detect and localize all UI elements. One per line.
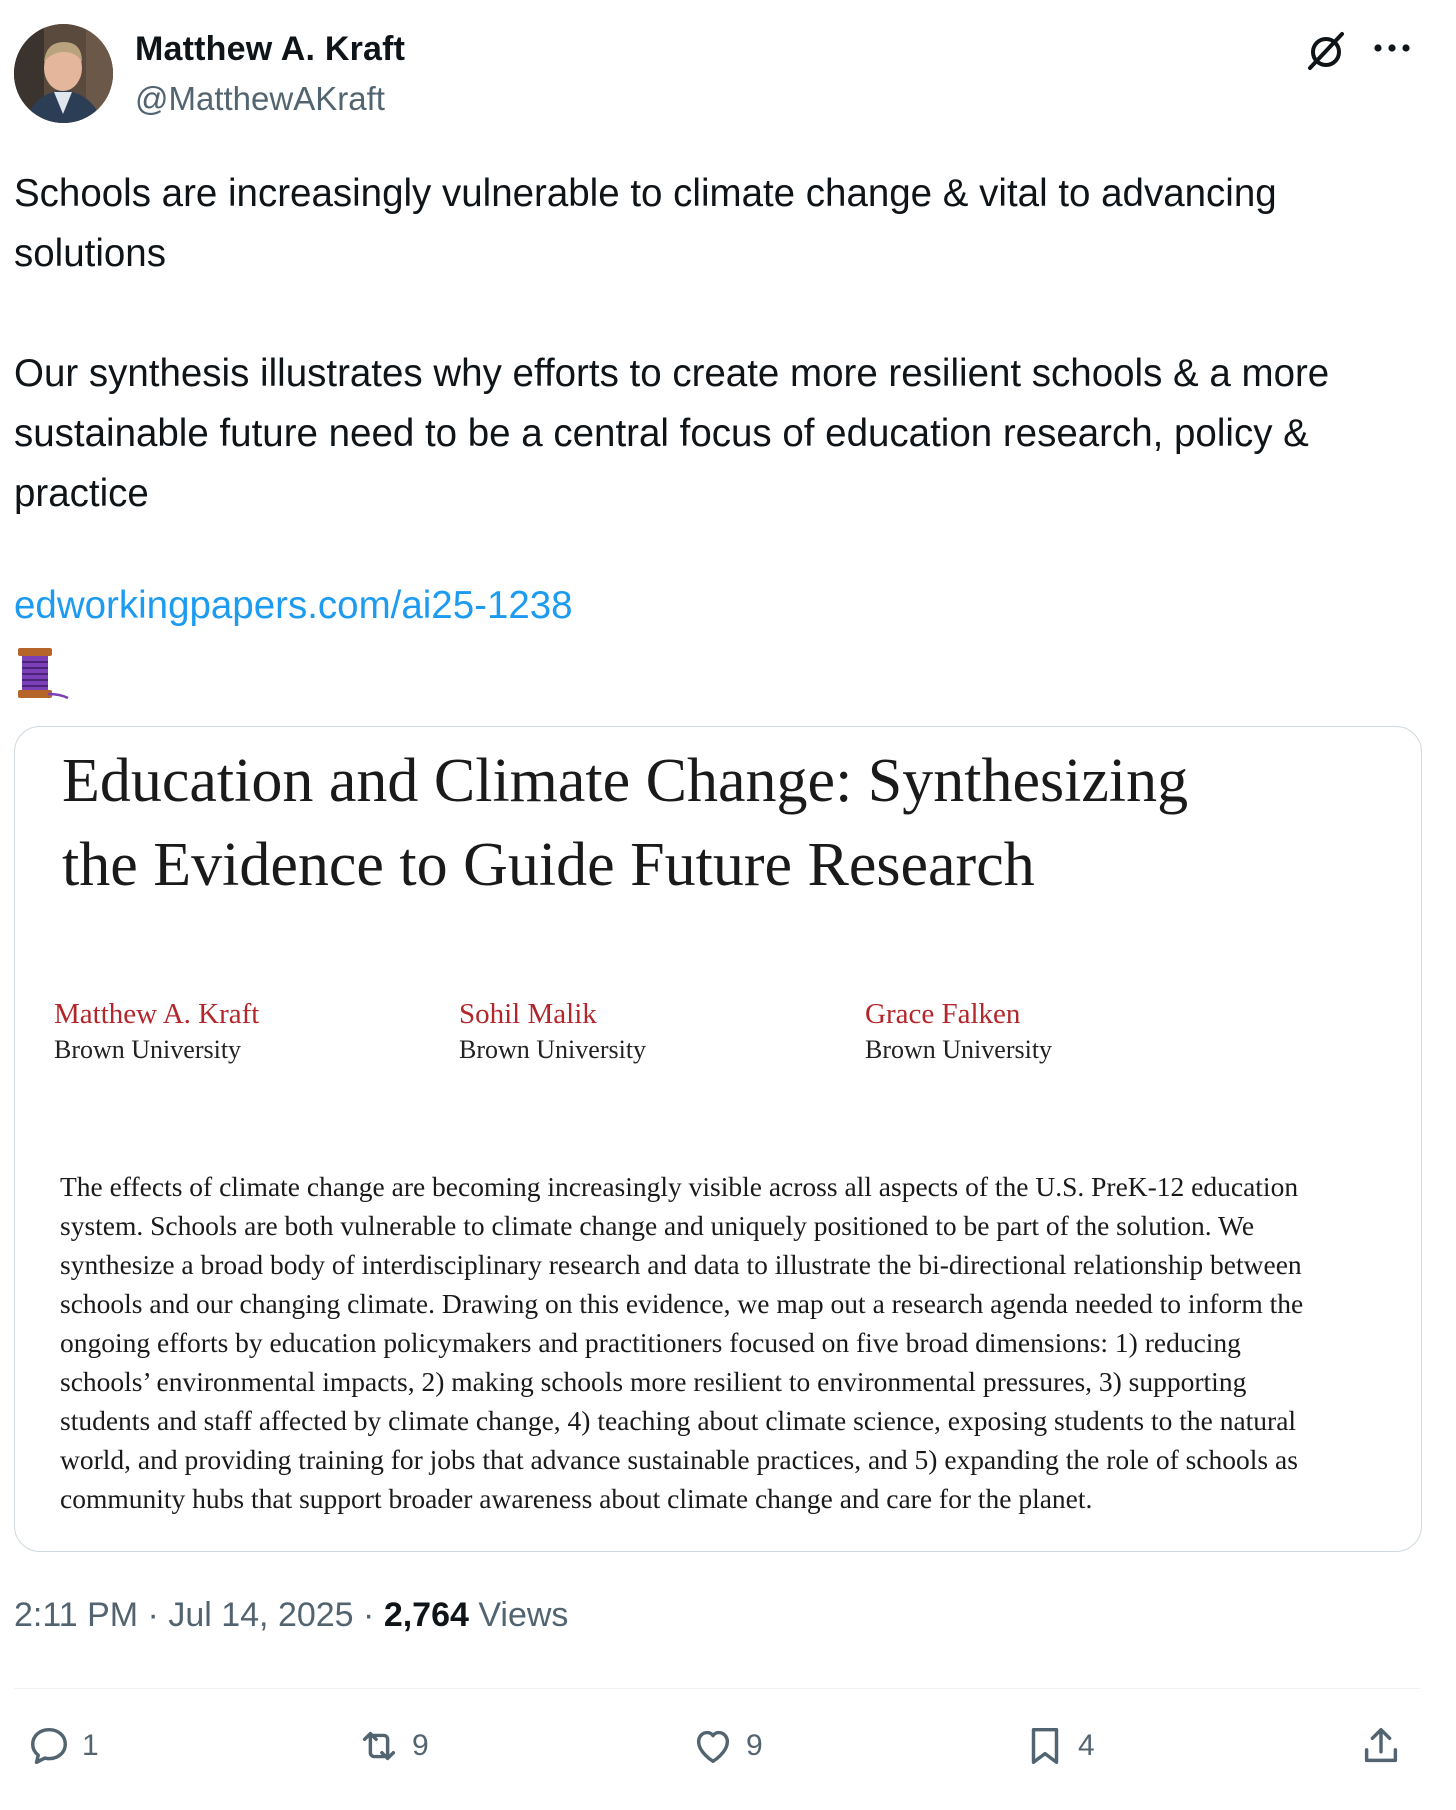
abstract-line: system. Schools are both vulnerable to climate change and uniquely positioned to be part of the solution. We [60,1210,1255,1241]
paper-title-line-1: Education and Climate Change: Synthesizing [62,747,1189,815]
reply-button[interactable] [26,1722,99,1770]
meta-separator: · [138,1596,169,1634]
share-icon [1358,1723,1404,1769]
bookmark-icon [1022,1723,1068,1769]
tweet-text [14,164,1414,524]
tweet-header [14,24,1430,124]
paper-image-card[interactable] [14,726,1422,1552]
avatar-photo [14,24,113,123]
bookmark-count: 4 [1078,1729,1095,1762]
display-name[interactable]: Matthew A. Kraft [135,30,406,68]
abstract-line: The effects of climate change are becoming increasingly visible across all aspects of the U.S. PreK-12 education [60,1171,1299,1202]
abstract-line: students and staff affected by climate change, 4) teaching about climate science, exposing students to the natural [60,1405,1297,1436]
abstract-line: schools’ environmental impacts, 2) making schools more resilient to environmental pressures, 3) supporting [60,1366,1247,1397]
tweet-paragraph-2: Our synthesis illustrates why efforts to create more resilient schools & a more sustainable future need to be a central focus of education research, policy & practice [14,352,1330,515]
paper-author-name: Grace Falken [865,998,1021,1030]
reply-icon [26,1723,72,1769]
paper-author-affiliation: Brown University [459,1035,647,1064]
tweet-date[interactable]: Jul 14, 2025 [168,1596,354,1634]
share-button[interactable] [1358,1722,1414,1770]
paper-title-line-2: the Evidence to Guide Future Research [62,831,1035,899]
paper-author-2 [459,995,646,1067]
tweet-meta [14,1596,568,1635]
paper-author-affiliation: Brown University [865,1035,1053,1064]
divider [14,1688,1420,1689]
like-count: 9 [746,1729,763,1762]
user-handle[interactable]: @MatthewAKraft [135,80,385,117]
paper-author-3 [865,995,1052,1067]
tweet-time[interactable]: 2:11 PM [14,1596,139,1634]
grok-icon[interactable] [1304,28,1348,72]
meta-separator: · [353,1596,384,1634]
views-count: 2,764 [383,1596,469,1634]
paper-author-affiliation: Brown University [54,1035,242,1064]
paper-abstract [60,1167,1416,1518]
abstract-line: world, and providing training for jobs that advance sustainable practices, and 5) expanding the role of schools as [60,1444,1298,1475]
reply-count: 1 [82,1729,99,1762]
views-label: Views [468,1596,569,1634]
paper-link[interactable]: edworkingpapers.com/ai25-1238 [14,584,573,627]
abstract-line: synthesize a broad body of interdisciplinary research and data to illustrate the bi-directional relationship between [60,1249,1302,1280]
repost-icon [356,1723,402,1769]
paper-author-name: Sohil Malik [459,998,597,1030]
like-button[interactable] [690,1722,763,1770]
repost-button[interactable] [356,1722,429,1770]
repost-count: 9 [412,1729,429,1762]
abstract-line: ongoing efforts by education policymakers and practitioners focused on five broad dimensions: 1) reducing [60,1327,1241,1358]
spool-of-thread-icon [14,646,70,700]
paper-author-name: Matthew A. Kraft [54,998,260,1030]
paper-title [62,739,1402,907]
avatar[interactable] [14,24,113,123]
tweet-paragraph-1: Schools are increasingly vulnerable to climate change & vital to advancing solutions [14,172,1277,275]
bookmark-button[interactable] [1022,1722,1095,1770]
heart-icon [690,1723,736,1769]
paper-author-1 [54,995,259,1067]
abstract-line: community hubs that support broader awareness about climate change and care for the planet. [60,1483,1093,1514]
abstract-line: schools and our changing climate. Drawing on this evidence, we map out a research agenda needed to inform the [60,1288,1304,1319]
more-options-icon[interactable] [1372,38,1412,58]
